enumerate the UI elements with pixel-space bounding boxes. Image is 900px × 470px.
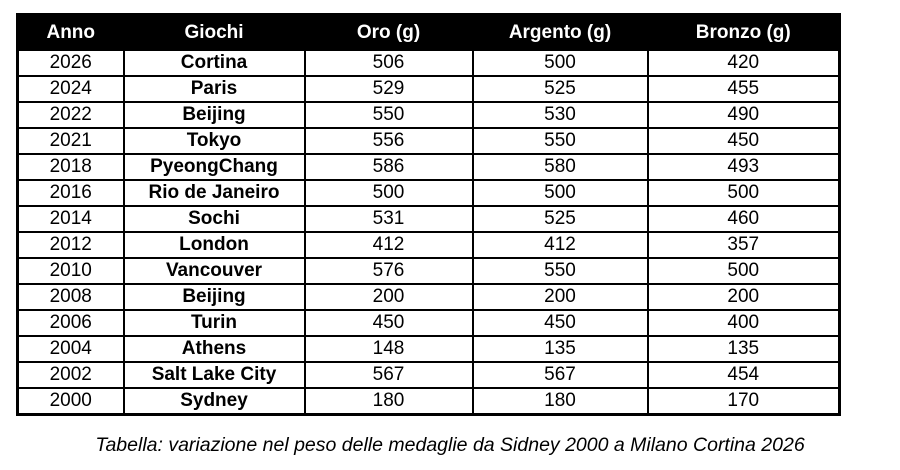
table-row [18, 232, 840, 258]
cell-oro: 586 [305, 154, 473, 180]
cell-bronzo: 450 [648, 128, 840, 154]
cell-giochi: Sochi [124, 206, 305, 232]
cell-oro: 567 [305, 362, 473, 388]
cell-argento: 530 [473, 102, 648, 128]
cell-oro: 450 [305, 310, 473, 336]
cell-anno: 2026 [18, 50, 124, 76]
cell-argento: 500 [473, 50, 648, 76]
table-caption: Tabella: variazione nel peso delle medaglie da Sidney 2000 a Milano Cortina 2026 [95, 434, 805, 456]
cell-anno: 2008 [18, 284, 124, 310]
cell-anno: 2006 [18, 310, 124, 336]
cell-oro: 200 [305, 284, 473, 310]
table-row [18, 388, 840, 415]
table-header-row [18, 15, 840, 51]
cell-oro: 550 [305, 102, 473, 128]
cell-argento: 550 [473, 128, 648, 154]
cell-anno: 2016 [18, 180, 124, 206]
table-row [18, 128, 840, 154]
table-row [18, 76, 840, 102]
cell-anno: 2002 [18, 362, 124, 388]
cell-giochi: Beijing [124, 284, 305, 310]
cell-anno: 2022 [18, 102, 124, 128]
cell-anno: 2010 [18, 258, 124, 284]
cell-bronzo: 493 [648, 154, 840, 180]
cell-argento: 200 [473, 284, 648, 310]
cell-bronzo: 455 [648, 76, 840, 102]
cell-giochi: Tokyo [124, 128, 305, 154]
table-row [18, 206, 840, 232]
cell-giochi: Rio de Janeiro [124, 180, 305, 206]
cell-bronzo: 135 [648, 336, 840, 362]
column-header-argento: Argento (g) [473, 15, 648, 51]
table-row [18, 284, 840, 310]
cell-giochi: PyeongChang [124, 154, 305, 180]
cell-bronzo: 357 [648, 232, 840, 258]
cell-giochi: London [124, 232, 305, 258]
cell-argento: 135 [473, 336, 648, 362]
cell-giochi: Sydney [124, 388, 305, 415]
cell-bronzo: 454 [648, 362, 840, 388]
table-row [18, 180, 840, 206]
cell-bronzo: 460 [648, 206, 840, 232]
cell-bronzo: 400 [648, 310, 840, 336]
cell-anno: 2000 [18, 388, 124, 415]
column-header-giochi: Giochi [124, 15, 305, 51]
cell-giochi: Cortina [124, 50, 305, 76]
table-row [18, 50, 840, 76]
cell-oro: 506 [305, 50, 473, 76]
cell-oro: 556 [305, 128, 473, 154]
cell-oro: 531 [305, 206, 473, 232]
cell-oro: 148 [305, 336, 473, 362]
cell-oro: 529 [305, 76, 473, 102]
cell-bronzo: 200 [648, 284, 840, 310]
cell-giochi: Turin [124, 310, 305, 336]
table-row [18, 336, 840, 362]
cell-bronzo: 170 [648, 388, 840, 415]
column-header-bronzo: Bronzo (g) [648, 15, 840, 51]
cell-giochi: Beijing [124, 102, 305, 128]
cell-argento: 412 [473, 232, 648, 258]
cell-argento: 567 [473, 362, 648, 388]
column-header-anno: Anno [18, 15, 124, 51]
cell-argento: 525 [473, 206, 648, 232]
cell-anno: 2004 [18, 336, 124, 362]
table-row [18, 154, 840, 180]
cell-anno: 2021 [18, 128, 124, 154]
cell-argento: 180 [473, 388, 648, 415]
cell-oro: 500 [305, 180, 473, 206]
cell-giochi: Salt Lake City [124, 362, 305, 388]
cell-bronzo: 420 [648, 50, 840, 76]
cell-argento: 450 [473, 310, 648, 336]
cell-oro: 180 [305, 388, 473, 415]
table-row [18, 102, 840, 128]
cell-bronzo: 500 [648, 180, 840, 206]
table-row [18, 362, 840, 388]
cell-anno: 2014 [18, 206, 124, 232]
cell-oro: 576 [305, 258, 473, 284]
cell-bronzo: 490 [648, 102, 840, 128]
table-row [18, 258, 840, 284]
cell-argento: 580 [473, 154, 648, 180]
cell-giochi: Paris [124, 76, 305, 102]
cell-anno: 2018 [18, 154, 124, 180]
cell-argento: 525 [473, 76, 648, 102]
cell-anno: 2012 [18, 232, 124, 258]
cell-argento: 550 [473, 258, 648, 284]
column-header-oro: Oro (g) [305, 15, 473, 51]
cell-giochi: Athens [124, 336, 305, 362]
table-body [18, 50, 840, 415]
cell-argento: 500 [473, 180, 648, 206]
cell-oro: 412 [305, 232, 473, 258]
medal-weights-table [16, 13, 841, 416]
table-row [18, 310, 840, 336]
cell-bronzo: 500 [648, 258, 840, 284]
cell-anno: 2024 [18, 76, 124, 102]
cell-giochi: Vancouver [124, 258, 305, 284]
